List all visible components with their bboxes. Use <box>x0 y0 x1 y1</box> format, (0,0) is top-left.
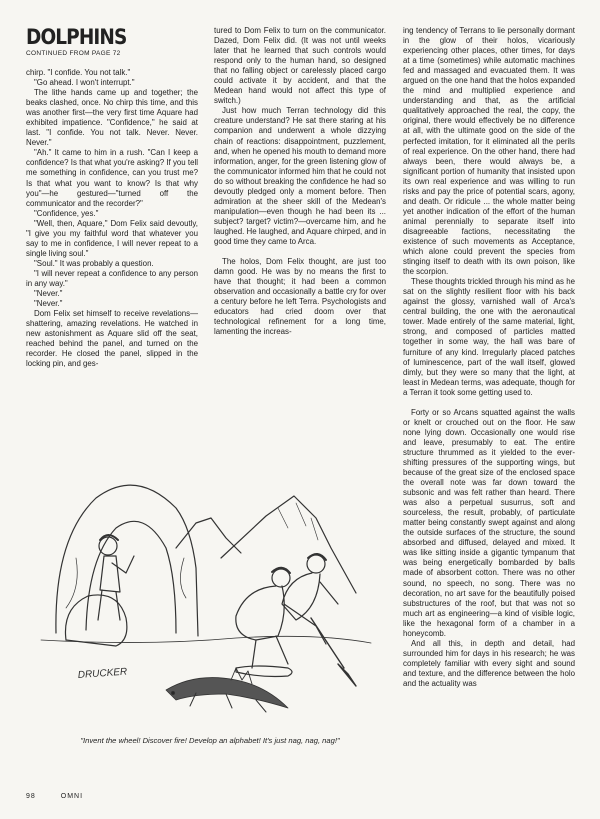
paragraph: "I will never repeat a confidence to any person in any way." <box>26 268 198 288</box>
section-header <box>26 26 198 57</box>
lizard <box>166 668 288 712</box>
paragraph: Forty or so Arcans squatted against the walls or knelt or crouched out on the floor. He saw none lying down. Occasionally one would rise and leave, presumably to eat. The entire structure thrummed as it yielded to the ever-shifting pressures of the supporting wings, but because of the great size of the enclosed space the overall note was far down toward the subsonic and was felt rather than heard. There was also a perpetual susurrus, soft and sourceless, the result, probably, of particulate matter being constantly swept against and along the outside surfaces of the structure, the sound absorbed and diffused, delayed and mixed. It was like sitting inside a gigantic tympanum that was being energetically bombarded by balls made of absorbent cotton. There was no other sound, no speech, no song. There was no decoration, no art save for the beautifully poised substructures of the roof, but that was not so much art as engineering—a kind of visible logic, like the hexagonal form of a chamber in a honeycomb. <box>403 407 575 638</box>
cartoon-caption: "Invent the wheel! Discover fire! Develop an alphabet! It's just nag, nag, nag!" <box>80 736 340 745</box>
page-number: 98 <box>26 793 36 800</box>
section-title: DOLPHINS <box>26 25 127 49</box>
cave-rock <box>56 485 198 636</box>
mountain-right <box>221 496 356 593</box>
cartoon-illustration <box>26 368 386 728</box>
column-3 <box>403 26 575 774</box>
paragraph: Dom Felix set himself to receive revelations—shattering, amazing revelations. He watched in new astonishment as Aquare slid off the seat, reached behind the panel, and turned on the recorder. He closed the panel, slipped in the locking pin, and ges- <box>26 309 198 369</box>
paragraph: "Never." <box>34 299 63 309</box>
shovel <box>311 618 356 686</box>
caveman-standing <box>98 535 134 620</box>
artist-signature: DRUCKER <box>77 666 128 681</box>
paragraph: chirp. "I confide. You not talk." <box>26 68 131 77</box>
paragraph: These thoughts trickled through his mind as he sat on the slightly resilient floor with his back against the glossy, varnished wall of Arca's central building, the one with the aeronautical tower. Made entirely of the same material, light, strong, and composed of particles matted together in some way, the hall was bare of furniture of any kind. Irregularly placed patches of luminescence, part of the wall itself, glowed dimly, but they were so many that the light, at least in Medean terms, was adequate, though for a Terran it took some getting used to. <box>403 277 575 397</box>
paragraph: The lithe hands came up and together; the beaks clashed, once. No chirp this time, and this was another first—the very first time Aquare had exhibited impatience. "Confidence," he said at last. "I confide. You not talk. Never. Never. Never." <box>26 88 198 148</box>
paragraph: "Confidence, yes." <box>34 208 99 218</box>
paragraph: And all this, in depth and detail, had surrounded him for days in his research; he was completely familiar with every sight and sound and texture, and the difference between the holo and the actuality was <box>403 638 575 688</box>
paragraph: tured to Dom Felix to turn on the communicator. Dazed, Dom Felix did. (It was not until weeks later that he learned that such controls would respond only to the human hand, so designed that no falling object or carelessly placed cargo could activate it by accident, and that the Medean hand would not affect this type of switch.) <box>214 26 386 106</box>
paragraph: The holos, Dom Felix thought, are just too damn good. He was by no means the first to have that thought; it had been a common observation and occasionally a battle cry for over a century before he left Terra. Psychologists and educators had cried doom over that technological refinement for a long time, lamenting the increas- <box>214 257 386 337</box>
caveman-back <box>282 554 338 620</box>
club <box>236 666 292 677</box>
ground-line <box>41 636 371 643</box>
paragraph: "Ah." It came to him in a rush. "Can I keep a confidence? Is that what you're asking? If you tell me something in confidence, can you trust me? Is that what you want to know? Is that why you"—he gestured—"turned off the communicator and the recorder?" <box>26 148 198 208</box>
paragraph: "Go ahead. I won't interrupt." <box>34 78 135 88</box>
continued-note: CONTINUED FROM PAGE 72 <box>26 50 121 57</box>
magazine-name: OMNI <box>60 793 84 800</box>
paragraph: ing tendency of Terrans to lie personally dormant in the glow of their holos, vicariously experiencing other places, other times, for days at a time (sometimes) while automatic machines fed and massaged and evacuated them. It was argued on the one hand that the holos expanded the mind and multiplied experience and understanding and that, as the artificial qualitatively approached the real, the copy, the original, there would effectively be no difference at all, with the ultimate good on the side of the perfected imitation, for it eliminated all the perils of real experience. On the other hand, there had always been, there would always be, a significant portion of humanity that insisted upon its own real experience and was willing to run risks and pay the price of potential scars, agony, and death. Or ridicule ... the whole matter being yet another indication of the effort of the human animal perennially to separate itself into disagreeable factions, necessitating the existence of such movements as Acceptance, which alone could prevent the species from stinging itself to death with its own poison, like the scorpion. <box>403 26 575 277</box>
paragraph: "Soul." It was probably a question. <box>34 258 154 268</box>
paragraph: Just how much Terran technology did this creature understand? He sat there staring at his companion and underwent a whole dizzying chain of reactions: disappointment, puzzlement, and, when he opened his mouth to demand more information, anger, for the green listening glow of the communicator informed him that he could not do so without breaking the confidence he had so devoutly pledged only a moment before. Then admiration at the sheer skill of the Medean's manipulation—even though he had been its ... subject? target? victim?—overcame him, and he laughed. He laughed, and Aquare chirped, and in good time they came to Arca. <box>214 106 386 246</box>
paragraph: "Never." <box>34 289 63 299</box>
column-1 <box>26 68 198 369</box>
paragraph: "Well, then, Aquare," Dom Felix said devoutly, "I give you my faithful word that whatever you say to me in confidence, I will never repeat to a single living soul." <box>26 218 198 258</box>
page-footer <box>26 793 105 800</box>
caveman-front <box>236 568 356 686</box>
column-2 <box>214 26 386 339</box>
